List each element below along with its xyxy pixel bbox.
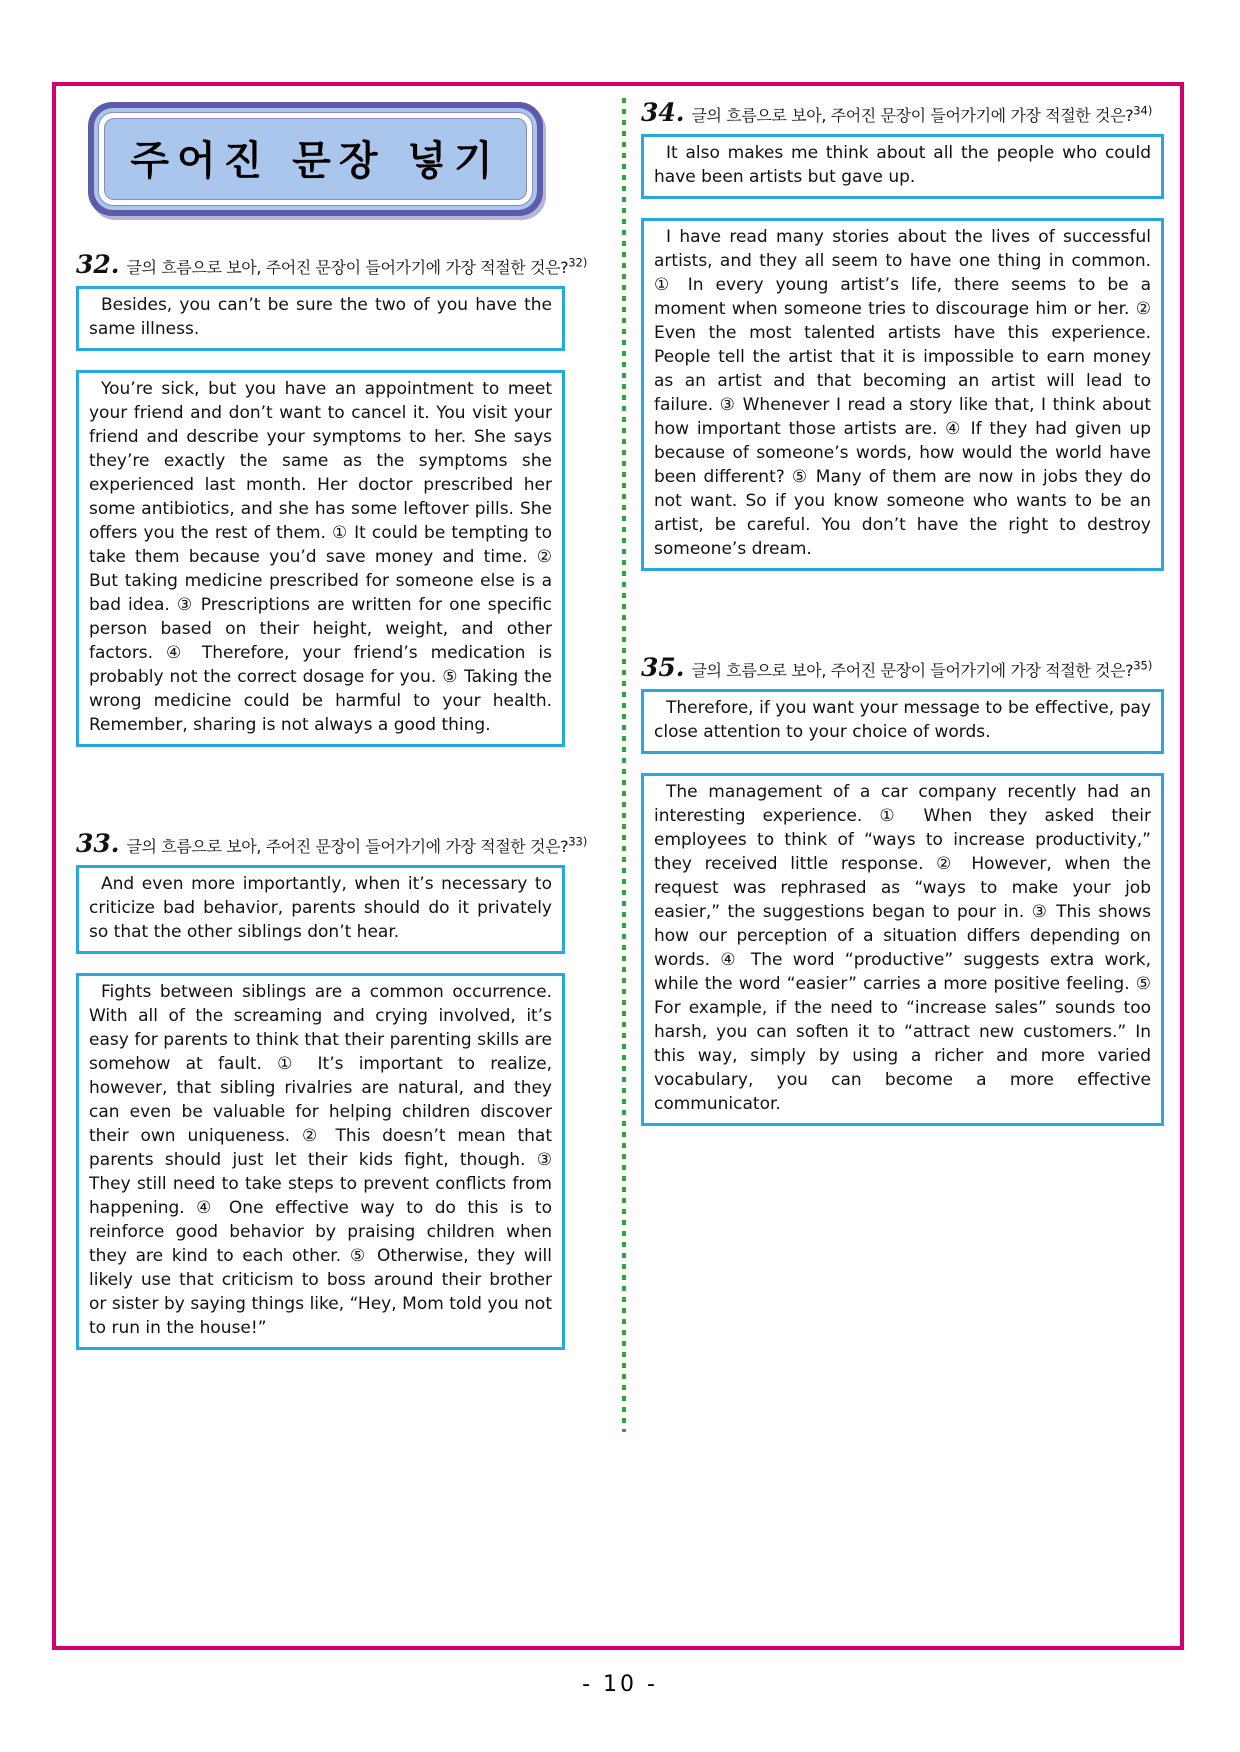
given-sentence: It also makes me think about all the people who could have been artists but gave up. (654, 143, 1151, 187)
question-33 (76, 829, 588, 1350)
footnote-ref: 35) (1133, 658, 1153, 673)
question-prompt: 글의 흐름으로 보아, 주어진 문장이 들어가기에 가장 적절한 것은? (691, 661, 1134, 680)
footnote-ref: 33) (568, 834, 588, 849)
question-35-header (641, 653, 1164, 682)
passage-text: I have read many stories about the lives of successful artists, and they all seem to have one thing in common. ① In every young artist’s life, there seems to be a moment when someone tries to discourage him or her. ② Even the most talented artists have this experience. People tell the artist that it is impossible to earn money as an artist and that becoming an artist will lead to failure. ③ Whenever I read a story like that, I think about how important those artists are. ④ If they had given up because of someone’s words, how would the world have been different? ⑤ Many of them are now in jobs they do not want. So if you know someone who wants to be an artist, be careful. You don’t have the right to destroy someone’s dream. (654, 227, 1151, 559)
given-sentence-box (641, 134, 1164, 199)
question-32 (76, 250, 588, 747)
given-sentence: Therefore, if you want your message to be effective, pay close attention to your choice of words. (654, 698, 1151, 742)
page-number: - 10 - (582, 1672, 658, 1697)
given-sentence-box (641, 689, 1164, 754)
given-sentence: Besides, you can’t be sure the two of you have the same illness. (89, 295, 552, 339)
right-column (641, 98, 1164, 1126)
passage-box (76, 370, 565, 747)
passage-text: You’re sick, but you have an appointment to meet your friend and don’t want to cancel it. You visit your friend and describe your symptoms to her. She says they’re exactly the same as the symptoms she experienced last month. Her doctor prescribed her some antibiotics, and she has some leftover pills. She offers you the rest of them. ① It could be tempting to take them because you’d save money and time. ② But taking medicine prescribed for someone else is a bad idea. ③ Prescriptions are written for one specific person based on their height, weight, and other factors. ④ Therefore, your friend’s medication is probably not the correct dosage for you. ⑤ Taking the wrong medicine could be harmful to your health. Remember, sharing is not always a good thing. (89, 379, 552, 735)
passage-box (641, 218, 1164, 571)
question-prompt: 글의 흐름으로 보아, 주어진 문장이 들어가기에 가장 적절한 것은? (126, 258, 569, 277)
footnote-ref: 32) (568, 255, 588, 270)
given-sentence: And even more importantly, when it’s necessary to criticize bad behavior, parents should do it privately so that the other siblings don’t hear. (89, 874, 552, 942)
question-34 (641, 98, 1164, 571)
title-white-border (98, 112, 533, 206)
title-mid-border (94, 108, 537, 210)
question-number: 35. (641, 653, 685, 682)
passage-box (641, 773, 1164, 1126)
left-column (76, 96, 588, 1350)
question-32-header (76, 250, 588, 279)
given-sentence-box (76, 865, 565, 954)
question-number: 34. (641, 98, 685, 127)
passage-text: Fights between siblings are a common occurrence. With all of the screaming and crying involved, it’s easy for parents to think that their parenting skills are somehow at fault. ① It’s important to realize, however, that sibling rivalries are natural, and they can even be valuable for helping children discover their own uniqueness. ② This doesn’t mean that parents should just let their kids fight, though. ③ They still need to take steps to prevent conflicts from happening. ④ One effective way to do this is to reinforce good behavior by praising children when they are kind to each other. ⑤ Otherwise, they will likely use that criticism to boss around their brother or sister by saying things like, “Hey, Mom told you not to run in the house!” (89, 982, 552, 1338)
question-number: 33. (76, 829, 120, 858)
passage-text: The management of a car company recently had an interesting experience. ① When they asked their employees to think of “ways to increase productivity,” they received little response. ② However, when the request was rephrased as “ways to make your job easier,” the suggestions began to pour in. ③ This shows how our perception of a situation differs depending on words. ④ The word “productive” suggests extra work, while the word “easier” carries a more positive feeling. ⑤ For example, if the need to “increase sales” sounds too harsh, you can soften it to “attract new customers.” In this way, simply by using a richer and more varied vocabulary, you can become a more effective communicator. (654, 782, 1151, 1114)
passage-box (76, 973, 565, 1350)
question-number: 32. (76, 250, 120, 279)
question-35 (641, 653, 1164, 1126)
column-divider-dotted-line (622, 98, 626, 1432)
question-34-header (641, 98, 1164, 127)
question-prompt: 글의 흐름으로 보아, 주어진 문장이 들어가기에 가장 적절한 것은? (691, 106, 1134, 125)
footnote-ref: 34) (1133, 103, 1153, 118)
title-outer-border (88, 102, 543, 216)
given-sentence-box (76, 286, 565, 351)
section-title: 주어진 문장 넣기 (104, 118, 527, 200)
section-title-box (88, 102, 543, 216)
question-prompt: 글의 흐름으로 보아, 주어진 문장이 들어가기에 가장 적절한 것은? (126, 837, 569, 856)
question-33-header (76, 829, 588, 858)
